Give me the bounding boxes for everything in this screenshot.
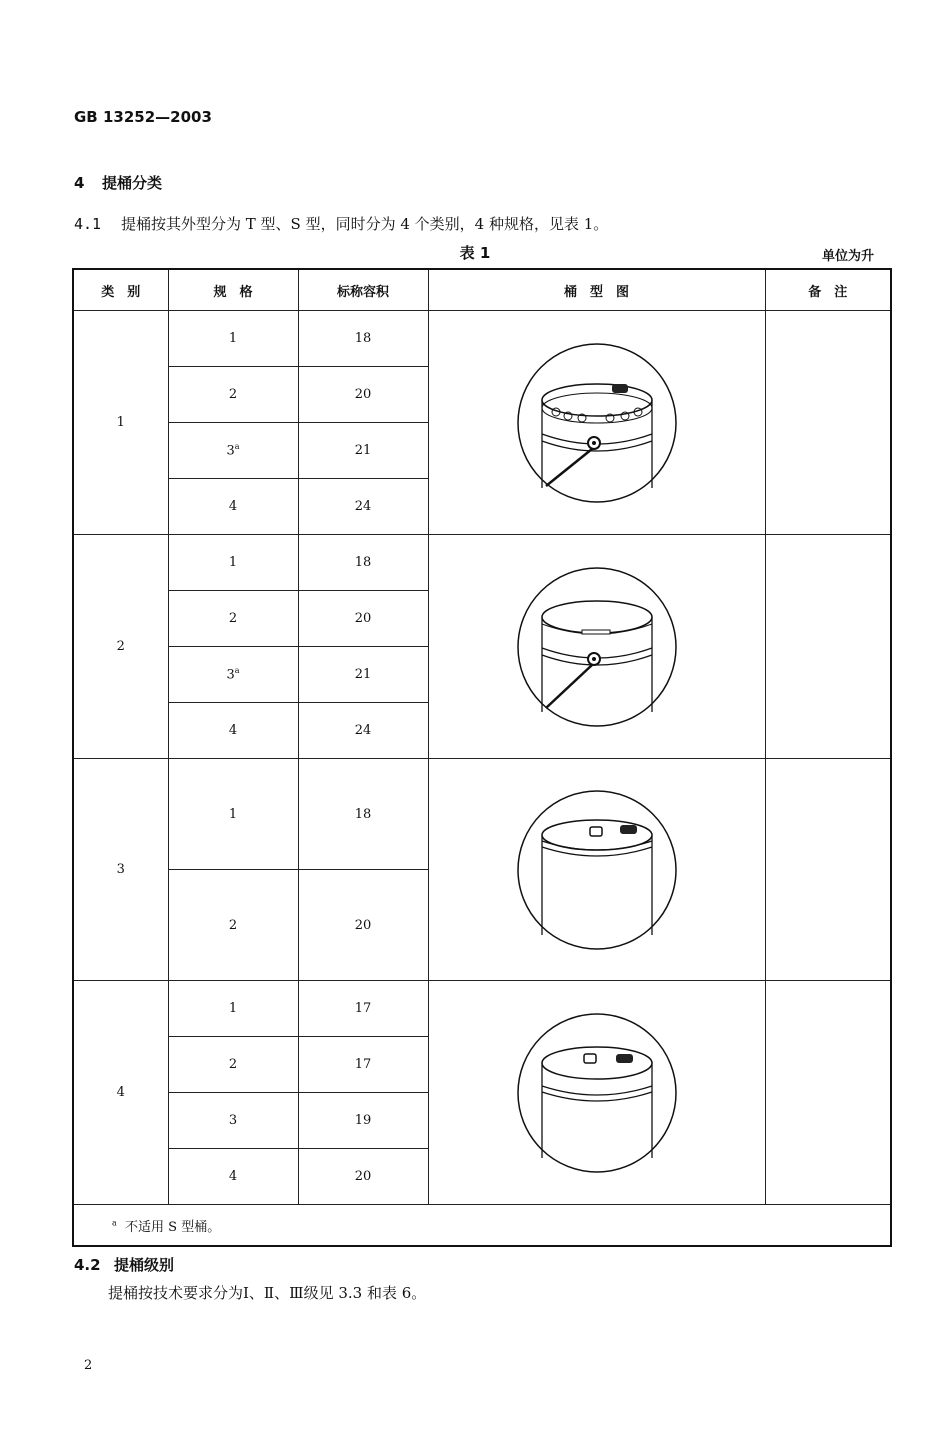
volume-cell: 24 xyxy=(298,479,428,535)
spec-value: 3 xyxy=(226,667,235,683)
figure-cell xyxy=(428,759,765,981)
volume-cell: 21 xyxy=(298,423,428,479)
volume-cell: 20 xyxy=(298,1149,428,1205)
footnote-ref: a xyxy=(234,666,240,676)
section-title: 提桶分类 xyxy=(102,174,163,192)
section-number: 4 xyxy=(74,174,85,192)
volume-cell: 21 xyxy=(298,647,428,703)
figure-cell xyxy=(428,981,765,1205)
doc-header: GB 13252—2003 xyxy=(74,108,212,126)
spec-cell: 2 xyxy=(168,870,298,981)
header-figure: 桶 型 图 xyxy=(428,269,765,311)
table-header-row xyxy=(73,269,891,311)
header-category: 类 别 xyxy=(73,269,168,311)
section-4-heading xyxy=(74,172,162,193)
remark-cell xyxy=(765,981,891,1205)
spec-value: 3 xyxy=(226,443,235,459)
footnote-text: 不适用 S 型桶。 xyxy=(125,1219,221,1235)
spec-cell: 2 xyxy=(168,591,298,647)
spec-cell: 4 xyxy=(168,703,298,759)
spec-cell: 3 xyxy=(168,1093,298,1149)
spec-cell xyxy=(168,423,298,479)
remark-cell xyxy=(765,535,891,759)
category-cell: 1 xyxy=(73,311,168,535)
header-spec: 规 格 xyxy=(168,269,298,311)
remark-cell xyxy=(765,311,891,535)
figure-cell xyxy=(428,535,765,759)
spec-cell: 2 xyxy=(168,1037,298,1093)
section-title: 提桶级别 xyxy=(114,1256,175,1274)
paragraph-number: 4.1 xyxy=(74,215,102,233)
header-remark: 备 注 xyxy=(765,269,891,311)
volume-cell: 24 xyxy=(298,703,428,759)
spec-cell: 1 xyxy=(168,981,298,1037)
category-cell: 3 xyxy=(73,759,168,981)
spec-cell: 4 xyxy=(168,1149,298,1205)
footnote-ref: a xyxy=(234,442,240,452)
drum-type3-icon xyxy=(512,785,682,955)
spec-cell: 1 xyxy=(168,311,298,367)
volume-cell: 17 xyxy=(298,1037,428,1093)
spec-cell xyxy=(168,647,298,703)
figure-cell xyxy=(428,311,765,535)
section-4-2-heading xyxy=(74,1254,174,1275)
volume-cell: 20 xyxy=(298,870,428,981)
footnote-mark: a xyxy=(112,1218,117,1228)
page-number: 2 xyxy=(84,1358,93,1373)
drum-type1-icon xyxy=(512,338,682,508)
table-row xyxy=(73,759,891,870)
volume-cell: 18 xyxy=(298,311,428,367)
spec-cell: 2 xyxy=(168,367,298,423)
volume-cell: 20 xyxy=(298,367,428,423)
drum-type4-icon xyxy=(512,1008,682,1178)
category-cell: 2 xyxy=(73,535,168,759)
table-row xyxy=(73,535,891,591)
table-footnote-row xyxy=(73,1205,891,1247)
category-cell: 4 xyxy=(73,981,168,1205)
classification-table xyxy=(72,268,892,1247)
section-number: 4.2 xyxy=(74,1256,101,1274)
drum-type2-icon xyxy=(512,562,682,732)
spec-cell: 4 xyxy=(168,479,298,535)
table-caption: 表 1 xyxy=(459,244,491,262)
section-4-2-text: 提桶按技术要求分为Ⅰ、Ⅱ、Ⅲ级见 3.3 和表 6。 xyxy=(108,1284,427,1302)
volume-cell: 18 xyxy=(298,535,428,591)
remark-cell xyxy=(765,759,891,981)
spec-cell: 1 xyxy=(168,759,298,870)
table-row xyxy=(73,981,891,1037)
volume-cell: 20 xyxy=(298,591,428,647)
volume-cell: 18 xyxy=(298,759,428,870)
header-volume: 标称容积 xyxy=(298,269,428,311)
spec-cell: 1 xyxy=(168,535,298,591)
paragraph-text: 提桶按其外型分为 T 型、S 型，同时分为 4 个类别，4 种规格，见表 1。 xyxy=(121,215,609,233)
paragraph-4-1 xyxy=(74,213,608,234)
table-footnote xyxy=(73,1205,891,1247)
table-unit: 单位为升 xyxy=(821,249,874,264)
volume-cell: 17 xyxy=(298,981,428,1037)
volume-cell: 19 xyxy=(298,1093,428,1149)
table-row xyxy=(73,311,891,367)
